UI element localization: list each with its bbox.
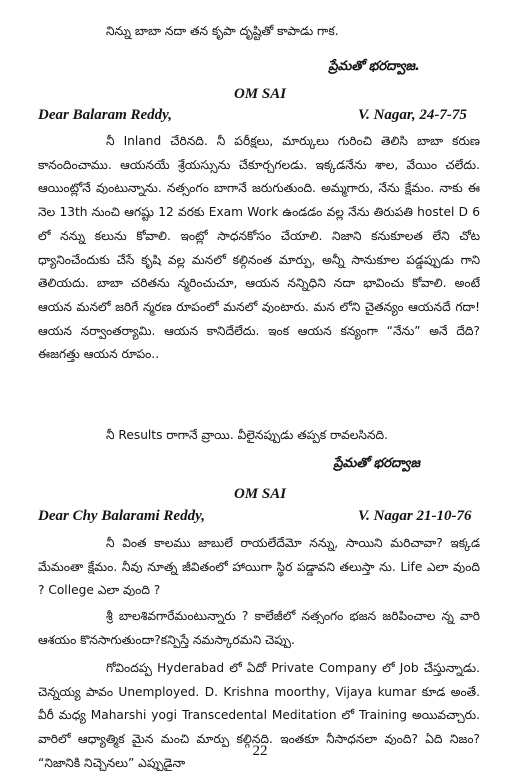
letter2-paragraph-1: నీ వింత కాలము జాబులే రాయలేదేమో నన్ను, సాయిని మరిచావా? ఇక్కడ మేమంతా క్షేమం. నీవు నూత్న జీవితంలో హాయిగా స్థిర పడ్డావని తలుస్తా ను. Life ఎలా వుంది ? College ఎలా వుంది ?	[38, 536, 480, 598]
letter2-heading: OM SAI	[233, 486, 287, 502]
letter2-body-2	[0, 605, 520, 652]
intro-text: నిన్ను బాబా నదా తన కృపా దృష్టితో కాపాడు గాక.	[106, 24, 339, 38]
page-number: 22	[252, 743, 268, 759]
letter2-paragraph-2: శ్రీ బాలశివగారేమంటున్నారు ? కాలేజీలో నత్సంగం భజన జరిపించాల న్న వారి ఆశయం కొనసాగుతుందా?కన్పిస్తే నమస్కారమని చెప్పు.	[38, 609, 480, 647]
letter1-salutation	[38, 107, 480, 124]
letter1-closing	[0, 424, 520, 448]
letter2-greeting: Dear Chy Balarami Reddy,	[38, 508, 205, 524]
letter1-greeting: Dear Balaram Reddy,	[38, 107, 173, 123]
letter1-place-date: V. Nagar, 24-7-75	[358, 107, 467, 123]
intro-signature: ప్రేమతో భరద్వాజ.	[328, 59, 420, 74]
letter2-paragraph-3: గోవిందప్ప Hyderabad లో ఏదో Private Company లో Job చేస్తున్నాడు. చెన్నయ్య పావం Unemployed. D. Krishna moorthy, Vijaya kumar కూడ అంతే. వీరీ మధ్య Maharshi yogi Transcedental Meditation లో Training అయివచ్చారు. వారిలో ఆధ్యాత్మిక మైన మంచి మార్పు కల్గినది. ఇంతకూ నీసాధనలా వుంది? ఏది నిజం? “నిజానికి నిచ్చెనలు” ఎప్పుడైనా	[38, 661, 480, 770]
intro-paragraph	[0, 20, 520, 44]
letter2-place-date: V. Nagar 21-10-76	[358, 508, 472, 524]
letter2-body-1	[0, 532, 520, 603]
letter1-paragraph-2: నీ Results రాగానే వ్రాయి. వీలైనప్పుడు తప్పక రావలసినది.	[106, 428, 388, 442]
letter1-paragraph-1: నీ Inland చేరినది. నీ పరీక్షలు, మార్కులు గురించి తెలిసి బాబా కరుణ కానందించాము. ఆయనయే శ్రేయస్సును చేకూర్చగలడు. ఇక్కడనేను శాల, వేయిం చలేదు. ఆయింట్లోనే వుంటున్నాను. నత్సంగం బాగానే జరుగుతుంది. అమ్మగారు, నేను క్షేమం. నాకు ఈ నెల 13th నుంచి ఆగష్టు 12 వరకు Exam Work ఉండడం వల్ల నేను తిరుపతి hostel D 6 లో నన్ను కలును కోవాలి. ఇంట్లో సాధనకోసం చేయాలి. నిజాని కనుకూలత లేని చోట ధ్యానించేందుకు చేసే కృషి వల్ల మనలో కల్గినంత మార్పు, అన్నీ సానుకూల పడ్డప్పుడు గాని తెలియదు. బాబా చరితను న్మరించుచూ, ఆయన నన్నిధిని నదా భావించు కోవాలి. అంటే ఆయన మనలో జరిగే న్మరణ రూపంలో మనలో వుంటారు. మన లోని చైతన్యం ఆయనదే గదా! ఆయన నర్వాంతర్యామి. ఆయన కానిదేలేదు. ఇంక ఆయన కన్యంగా “నేను” అనే దేది? ఈజగత్తు ఆయన రూపం..	[38, 134, 480, 362]
letter1-signature: ప్రేమతో భరద్వాజ	[333, 456, 420, 471]
letter2-salutation	[38, 508, 480, 525]
letter1-heading: OM SAI	[233, 86, 287, 102]
letter1-body	[0, 130, 520, 367]
